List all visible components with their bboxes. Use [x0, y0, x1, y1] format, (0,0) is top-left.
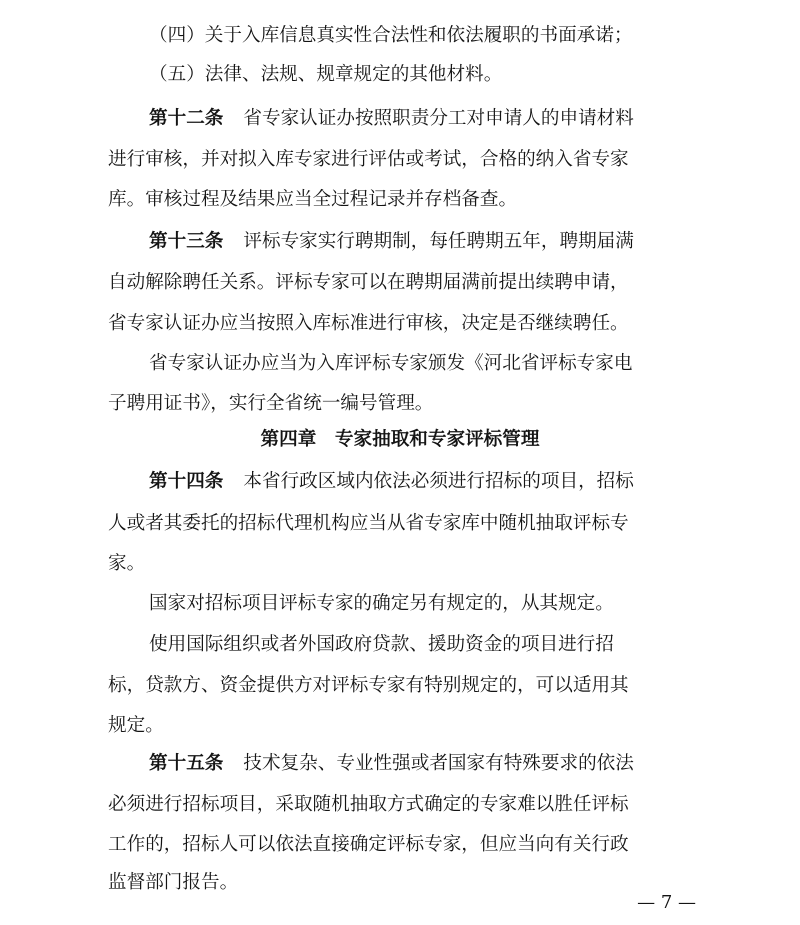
article-12-line-3: 库。审核过程及结果应当全过程记录并存档备查。: [108, 189, 518, 210]
article-12-line-2: 进行审核，并对拟入库专家进行评估或考试，合格的纳入省专家: [108, 149, 629, 170]
article-13-para-2-line-2: 子聘用证书》，实行全省统一编号管理。: [108, 393, 434, 414]
article-12-label: 第十二条: [149, 108, 224, 129]
article-14-para-3-line-1: 使用国际组织或者外国政府贷款、援助资金的项目进行招: [149, 634, 614, 655]
list-item-4: （四）关于入库信息真实性合法性和依法履职的书面承诺；: [149, 25, 633, 46]
article-12-text: 省专家认证办按照职责分工对申请人的申请材料: [243, 108, 634, 129]
article-14-label: 第十四条: [149, 471, 224, 492]
article-12-first-line: [149, 104, 634, 134]
article-15-first-line: [149, 749, 634, 779]
article-13-label: 第十三条: [149, 231, 224, 252]
article-13-first-line: [149, 227, 634, 257]
article-15-line-3: 工作的，招标人可以依法直接确定评标专家，但应当向有关行政: [108, 834, 629, 855]
article-14-line-2: 人或者其委托的招标代理机构应当从省专家库中随机抽取评标专: [108, 513, 629, 534]
article-14-first-line: [149, 467, 634, 497]
list-item-5: （五）法律、法规、规章规定的其他材料。: [149, 64, 503, 85]
article-14-line-3: 家。: [108, 553, 146, 574]
article-15-label: 第十五条: [149, 753, 224, 774]
article-13-line-2: 自动解除聘任关系。评标专家可以在聘期届满前提出续聘申请，: [108, 272, 629, 293]
article-14-para-3-line-3: 规定。: [108, 715, 164, 736]
article-13-line-3: 省专家认证办应当按照入库标准进行审核，决定是否继续聘任。: [108, 313, 629, 334]
article-13-text: 评标专家实行聘期制，每任聘期五年，聘期届满: [243, 231, 634, 252]
article-14-text: 本省行政区域内依法必须进行招标的项目，招标: [243, 471, 634, 492]
article-14-para-2: 国家对招标项目评标专家的确定另有规定的，从其规定。: [149, 593, 614, 614]
article-15-line-4: 监督部门报告。: [108, 872, 239, 893]
article-14-para-3-line-2: 标，贷款方、资金提供方对评标专家有特别规定的，可以适用其: [108, 675, 629, 696]
article-13-para-2-line-1: 省专家认证办应当为入库评标专家颁发《河北省评标专家电: [149, 353, 633, 374]
chapter-title: 第四章 专家抽取和专家评标管理: [260, 429, 540, 450]
article-15-text: 技术复杂、专业性强或者国家有特殊要求的依法: [243, 753, 634, 774]
article-15-line-2: 必须进行招标项目，采取随机抽取方式确定的专家难以胜任评标: [108, 794, 629, 815]
page-number: — 7 —: [637, 892, 696, 913]
